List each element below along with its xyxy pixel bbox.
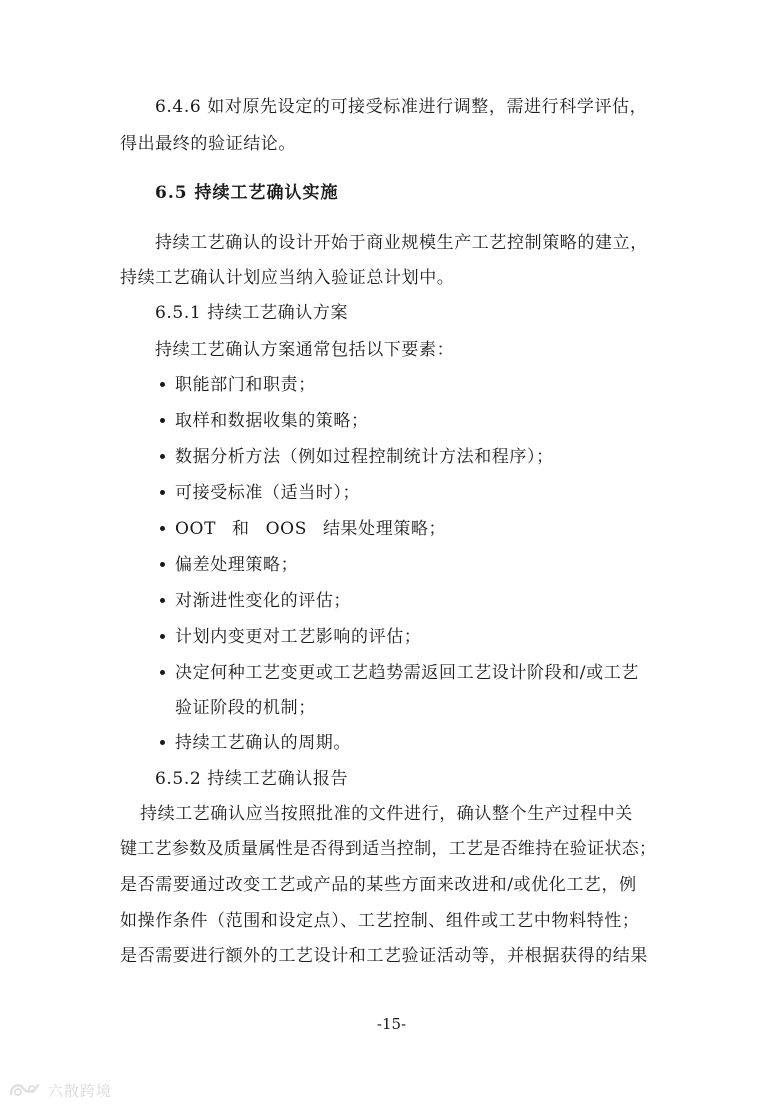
bullet-dot xyxy=(160,418,165,423)
bullet-dot xyxy=(160,454,165,459)
bullet-dot xyxy=(160,598,165,603)
watermark-text: 六散跨境 xyxy=(48,1081,113,1100)
watermark xyxy=(8,1078,118,1102)
bullet-item: OOT 和 OOS 结果处理策略； xyxy=(175,519,447,539)
bullet-item: 持续工艺确认的周期。 xyxy=(175,733,351,753)
bullet-item: 职能部门和职责； xyxy=(175,375,316,395)
bullet-item: 可接受标准（适当时）； xyxy=(175,483,361,503)
section-heading-65: 6.5 持续工艺确认实施 xyxy=(155,183,339,203)
bullet-item: 计划内变更对工艺影响的评估； xyxy=(175,627,422,647)
bullet-item: 对渐进性变化的评估； xyxy=(175,591,351,611)
bullet-dot xyxy=(160,526,165,531)
section-heading-651: 6.5.1 持续工艺确认方案 xyxy=(155,303,349,323)
paragraph-646-line1: 6.4.6 如对原先设定的可接受标准进行调整，需进行科学评估， xyxy=(155,97,648,117)
logo-icon xyxy=(8,1080,42,1100)
bullet-item: 偏差处理策略； xyxy=(175,555,299,575)
paragraph-65-line1: 持续工艺确认的设计开始于商业规模生产工艺控制策略的建立， xyxy=(155,233,648,253)
paragraph-652-line2: 键工艺参数及质量属性是否得到适当控制，工艺是否维持在验证状态； xyxy=(120,839,657,859)
paragraph-652-line1: 持续工艺确认应当按照批准的文件进行，确认整个生产过程中关 xyxy=(140,804,633,824)
paragraph-646-line2: 得出最终的验证结论。 xyxy=(120,134,296,154)
section-heading-652: 6.5.2 持续工艺确认报告 xyxy=(155,769,349,789)
paragraph-652-line4: 如操作条件（范围和设定点）、工艺控制、组件或工艺中物料特性； xyxy=(120,911,640,931)
bullet-item: 数据分析方法（例如过程控制统计方法和程序）； xyxy=(175,447,554,467)
bullet-dot xyxy=(160,740,165,745)
bullet-dot xyxy=(160,562,165,567)
bullet-dot xyxy=(160,634,165,639)
page-number: -15- xyxy=(376,1015,407,1033)
paragraph-651-intro: 持续工艺确认方案通常包括以下要素： xyxy=(155,340,455,360)
bullet-dot xyxy=(160,490,165,495)
paragraph-652-line3: 是否需要通过改变工艺或产品的某些方面来改进和/或优化工艺，例 xyxy=(120,875,637,895)
bullet-item: 决定何种工艺变更或工艺趋势需返回工艺设计阶段和/或工艺 xyxy=(175,663,639,683)
bullet-dot xyxy=(160,382,165,387)
bullet-item-continuation: 验证阶段的机制； xyxy=(175,698,316,718)
bullet-dot xyxy=(160,670,165,675)
paragraph-652-line5: 是否需要进行额外的工艺设计和工艺验证活动等，并根据获得的结果 xyxy=(120,946,648,966)
bullet-item: 取样和数据收集的策略； xyxy=(175,411,369,431)
paragraph-65-line2: 持续工艺确认计划应当纳入验证总计划中。 xyxy=(120,268,455,288)
